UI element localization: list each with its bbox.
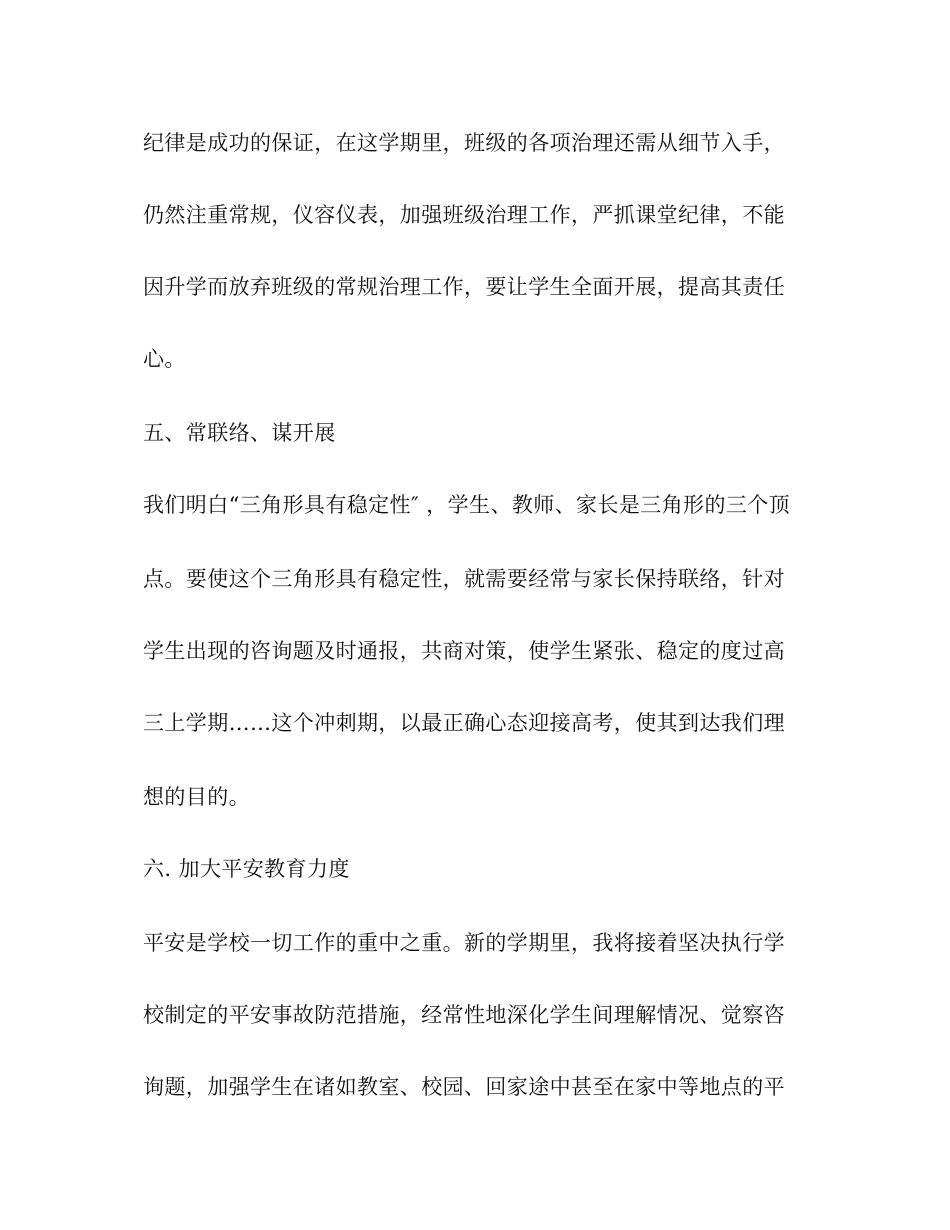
paragraph-line: 平安是学校一切工作的重中之重。新的学期里，我将接着坚决执行学 bbox=[143, 931, 785, 955]
section-heading: 五、常联络、谋开展 bbox=[143, 421, 336, 445]
paragraph-line: 学生出现的咨询题及时通报，共商对策，使学生紧张、稳定的度过高 bbox=[143, 639, 785, 663]
paragraph-line: 校制定的平安事故防范措施，经常性地深化学生间理解情况、觉察咨 bbox=[143, 1003, 785, 1027]
paragraph-line: 询题，加强学生在诸如教室、校园、回家途中甚至在家中等地点的平 bbox=[143, 1075, 785, 1099]
paragraph-line: 我们明白“三角形具有稳定性″ ，学生、教师、家长是三角形的三个顶 bbox=[143, 493, 791, 517]
paragraph-line: 因升学而放弃班级的常规治理工作，要让学生全面开展，提高其责任 bbox=[143, 275, 785, 299]
section-heading: 六. 加大平安教育力度 bbox=[143, 857, 350, 881]
paragraph-line: 三上学期……这个冲刺期，以最正确心态迎接高考，使其到达我们理 bbox=[143, 711, 785, 735]
paragraph-line: 纪律是成功的保证，在这学期里，班级的各项治理还需从细节入手， bbox=[143, 131, 785, 155]
paragraph-line: 心。 bbox=[143, 347, 186, 371]
paragraph-line: 仍然注重常规，仪容仪表，加强班级治理工作，严抓课堂纪律，不能 bbox=[143, 203, 785, 227]
paragraph-line: 点。要使这个三角形具有稳定性，就需要经常与家长保持联络，针对 bbox=[143, 567, 785, 591]
paragraph-line: 想的目的。 bbox=[143, 785, 250, 809]
